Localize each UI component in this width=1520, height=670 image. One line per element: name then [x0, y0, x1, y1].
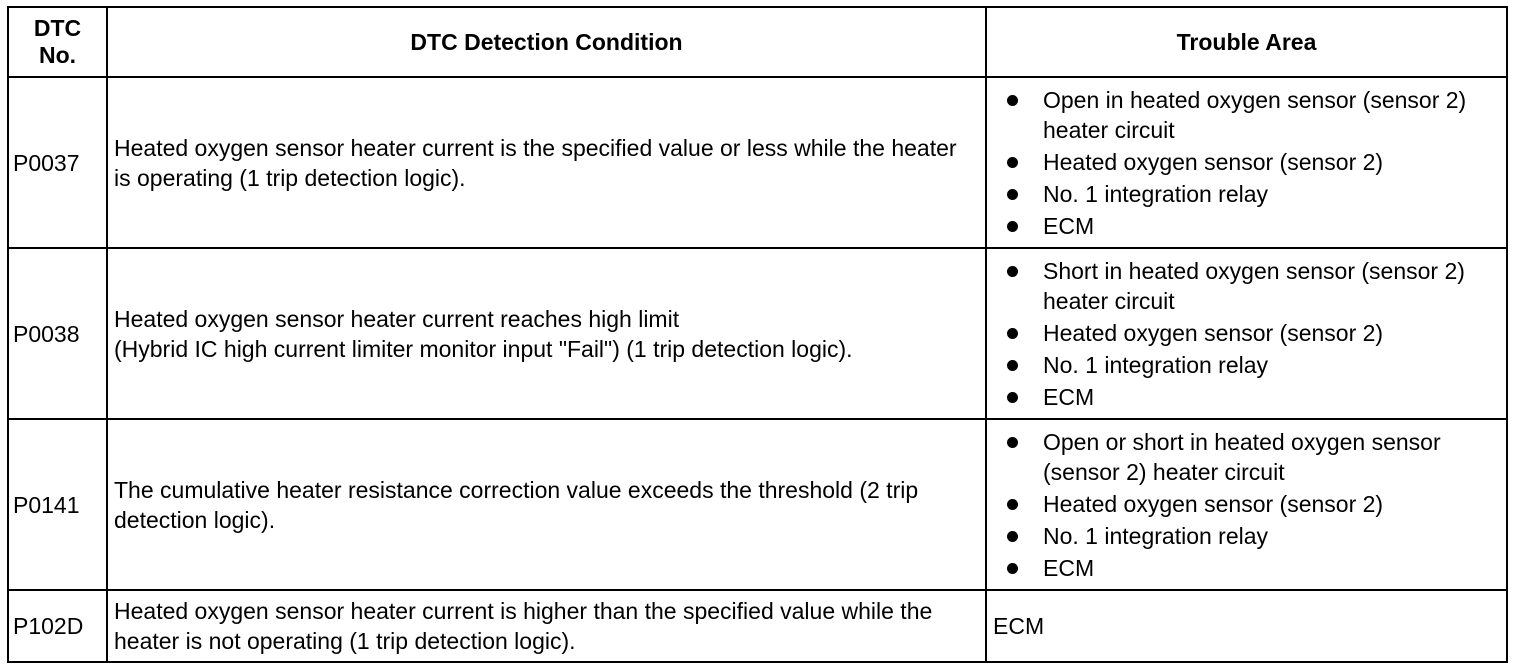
table-row	[8, 77, 1507, 248]
trouble-area-item: No. 1 integration relay	[1007, 350, 1504, 380]
trouble-area-item: Heated oxygen sensor (sensor 2)	[1007, 489, 1504, 519]
trouble-area-item: ECM	[1007, 553, 1504, 583]
detection-condition: Heated oxygen sensor heater current is the specified value or less while the heater is operating (1 trip detection logic).	[107, 77, 986, 248]
trouble-area-list	[1007, 427, 1504, 583]
dtc-code: P102D	[8, 590, 107, 662]
trouble-area-item: Open or short in heated oxygen sensor (sensor 2) heater circuit	[1007, 427, 1504, 487]
trouble-area-item: Open in heated oxygen sensor (sensor 2) heater circuit	[1007, 85, 1504, 145]
detection-condition: The cumulative heater resistance correction value exceeds the threshold (2 trip detection logic).	[107, 419, 986, 590]
trouble-area-item: No. 1 integration relay	[1007, 179, 1504, 209]
dtc-code: P0141	[8, 419, 107, 590]
detection-condition: Heated oxygen sensor heater current is higher than the specified value while the heater is not operating (1 trip detection logic).	[107, 590, 986, 662]
trouble-area: ECM	[986, 590, 1507, 662]
trouble-area-list	[1007, 256, 1504, 412]
trouble-area-item: ECM	[1007, 382, 1504, 412]
table-row	[8, 419, 1507, 590]
header-dtc-no: DTC No.	[8, 7, 107, 77]
table-row	[8, 248, 1507, 419]
detection-condition-line: Heated oxygen sensor heater current reaches high limit	[114, 305, 680, 332]
trouble-area-item: Short in heated oxygen sensor (sensor 2) heater circuit	[1007, 256, 1504, 316]
table-row	[8, 590, 1507, 662]
dtc-code: P0037	[8, 77, 107, 248]
detection-condition	[107, 248, 986, 419]
trouble-area-item: ECM	[1007, 211, 1504, 241]
header-row	[8, 7, 1507, 77]
trouble-area-item: Heated oxygen sensor (sensor 2)	[1007, 318, 1504, 348]
trouble-area	[986, 419, 1507, 590]
header-trouble-area: Trouble Area	[986, 7, 1507, 77]
trouble-area-item: Heated oxygen sensor (sensor 2)	[1007, 147, 1504, 177]
dtc-table	[7, 6, 1508, 663]
trouble-area-list	[1007, 85, 1504, 241]
trouble-area-item: No. 1 integration relay	[1007, 521, 1504, 551]
header-detection-condition: DTC Detection Condition	[107, 7, 986, 77]
dtc-code: P0038	[8, 248, 107, 419]
detection-condition-line: (Hybrid IC high current limiter monitor input "Fail") (1 trip detection logic).	[114, 335, 853, 362]
trouble-area	[986, 77, 1507, 248]
trouble-area	[986, 248, 1507, 419]
